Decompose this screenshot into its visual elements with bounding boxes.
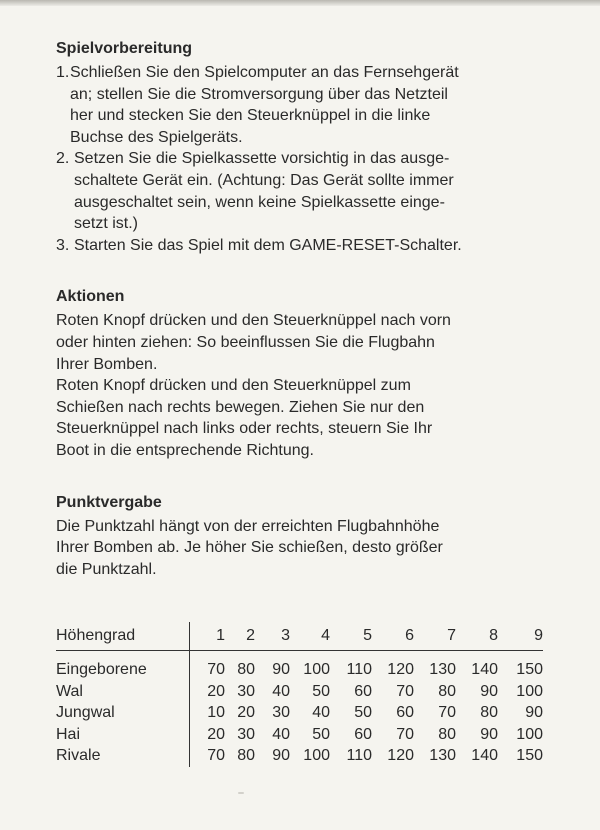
spacer-cell bbox=[414, 651, 456, 660]
score-cell: 100 bbox=[516, 725, 543, 743]
section-title-actions: Aktionen bbox=[56, 288, 125, 306]
score-cell: 40 bbox=[272, 682, 290, 700]
score-cell: 40 bbox=[312, 704, 330, 722]
preparation-steps bbox=[56, 62, 566, 256]
score-cell: 10 bbox=[190, 702, 226, 724]
step-line: Schließen Sie den Spielcomputer an das Fernsehgerät bbox=[70, 64, 459, 81]
spacer-cell bbox=[255, 651, 290, 660]
step-line: her und stecken Sie den Steuerknüppel in die linke bbox=[70, 107, 431, 125]
score-cell: 70 bbox=[396, 682, 414, 700]
table-row bbox=[56, 681, 543, 703]
text-line: Schießen nach rechts bewegen. Ziehen Sie nur den bbox=[56, 398, 425, 416]
header-col-8: 8 bbox=[456, 622, 498, 651]
score-cell: 80 bbox=[237, 661, 255, 678]
text-line: Roten Knopf drücken und den Steuerknüppel zum bbox=[56, 377, 411, 395]
score-cell: 80 bbox=[480, 704, 498, 722]
section-preparation bbox=[56, 38, 566, 256]
score-cell: 90 bbox=[272, 661, 290, 678]
header-col-2: 2 bbox=[225, 622, 255, 651]
score-cell: 20 bbox=[190, 681, 226, 703]
spacer-cell bbox=[498, 651, 543, 660]
text-line: oder hinten ziehen: So beeinflussen Sie die Flugbahn bbox=[56, 333, 435, 351]
header-col-4: 4 bbox=[290, 622, 330, 651]
section-actions bbox=[56, 286, 566, 461]
text-line: Steuerknüppel nach links oder rechts, steuern Sie Ihr bbox=[56, 420, 433, 438]
score-cell: 90 bbox=[525, 704, 543, 722]
score-cell: 70 bbox=[190, 745, 226, 767]
header-col-5: 5 bbox=[330, 622, 372, 651]
spacer-cell bbox=[330, 651, 372, 660]
row-label: Hai bbox=[56, 725, 81, 743]
row-label: Eingeborene bbox=[56, 661, 147, 678]
text-line: Roten Knopf drücken und den Steuerknüppel nach vorn bbox=[56, 312, 451, 330]
score-cell: 20 bbox=[190, 724, 226, 746]
spacer-cell bbox=[56, 651, 190, 660]
score-cell: 50 bbox=[312, 725, 330, 743]
score-cell: 90 bbox=[480, 725, 498, 743]
header-col-1: 1 bbox=[190, 622, 226, 651]
table-spacer bbox=[56, 651, 543, 660]
score-cell: 120 bbox=[387, 661, 414, 678]
score-cell: 40 bbox=[272, 725, 290, 743]
text-line: Die Punktzahl hängt von der erreichten Flugbahnhöhe bbox=[56, 517, 440, 535]
score-cell: 30 bbox=[272, 704, 290, 722]
step-line: an; stellen Sie die Stromversorgung über das Netzteil bbox=[70, 85, 448, 103]
step-line: Buchse des Spielgeräts. bbox=[70, 128, 243, 146]
row-label: Rivale bbox=[56, 747, 101, 765]
section-title-scoring: Punktvergabe bbox=[56, 493, 162, 511]
score-cell: 80 bbox=[438, 725, 456, 743]
step-number: 2. bbox=[56, 150, 70, 168]
score-cell: 130 bbox=[429, 747, 456, 765]
scoring-text bbox=[56, 516, 566, 581]
header-label: Höhengrad bbox=[56, 622, 190, 651]
score-cell: 70 bbox=[190, 659, 226, 681]
header-col-9: 9 bbox=[498, 622, 543, 651]
score-cell: 90 bbox=[480, 682, 498, 700]
section-title-preparation: Spielvorbereitung bbox=[56, 40, 193, 57]
score-cell: 60 bbox=[396, 704, 414, 722]
score-cell: 140 bbox=[471, 661, 498, 678]
score-cell: 30 bbox=[237, 682, 255, 700]
step-3 bbox=[56, 235, 566, 257]
score-cell: 50 bbox=[312, 682, 330, 700]
score-cell: 50 bbox=[354, 704, 372, 722]
score-cell: 110 bbox=[346, 661, 372, 678]
score-table-header bbox=[56, 622, 543, 651]
step-line: ausgeschaltet sein, wenn keine Spielkassette einge- bbox=[74, 193, 445, 211]
step-line: Starten Sie das Spiel mit dem GAME-RESET-Schalter. bbox=[74, 236, 462, 254]
text-line: Ihrer Bomben. bbox=[56, 355, 158, 373]
manual-page bbox=[56, 38, 566, 580]
actions-text bbox=[56, 310, 566, 461]
step-line: schaltete Gerät ein. (Achtung: Das Gerät sollte immer bbox=[74, 171, 454, 189]
page-top-edge bbox=[0, 0, 600, 6]
section-scoring bbox=[56, 492, 566, 581]
score-cell: 60 bbox=[354, 682, 372, 700]
score-cell: 100 bbox=[516, 682, 543, 700]
row-label: Jungwal bbox=[56, 704, 115, 722]
step-2 bbox=[56, 148, 566, 234]
text-line: Boot in die entsprechende Richtung. bbox=[56, 441, 314, 459]
spacer-cell bbox=[225, 651, 255, 660]
score-cell: 90 bbox=[272, 747, 290, 765]
paper-smudge bbox=[238, 792, 244, 794]
step-number: 3. bbox=[56, 236, 70, 254]
score-table bbox=[56, 622, 543, 767]
score-cell: 20 bbox=[237, 704, 255, 722]
score-cell: 100 bbox=[303, 661, 330, 678]
score-cell: 100 bbox=[303, 747, 330, 765]
header-col-3: 3 bbox=[255, 622, 290, 651]
score-cell: 30 bbox=[237, 725, 255, 743]
score-cell: 140 bbox=[471, 747, 498, 765]
score-cell: 150 bbox=[516, 661, 543, 678]
score-cell: 80 bbox=[237, 747, 255, 765]
text-line: die Punktzahl. bbox=[56, 560, 157, 578]
step-line: setzt ist.) bbox=[74, 215, 139, 233]
spacer-cell bbox=[372, 651, 414, 660]
score-cell: 130 bbox=[429, 661, 456, 678]
spacer-cell bbox=[190, 651, 226, 660]
step-line: Setzen Sie die Spielkassette vorsichtig in das ausge- bbox=[74, 150, 450, 168]
table-row bbox=[56, 659, 543, 681]
header-col-7: 7 bbox=[414, 622, 456, 651]
score-cell: 80 bbox=[438, 682, 456, 700]
score-cell: 150 bbox=[516, 747, 543, 765]
score-cell: 70 bbox=[438, 704, 456, 722]
score-cell: 120 bbox=[387, 747, 414, 765]
table-row bbox=[56, 702, 543, 724]
step-number: 1. bbox=[56, 64, 70, 81]
score-cell: 60 bbox=[354, 725, 372, 743]
table-row bbox=[56, 724, 543, 746]
header-col-6: 6 bbox=[372, 622, 414, 651]
score-cell: 110 bbox=[346, 747, 372, 765]
table-row bbox=[56, 745, 543, 767]
step-1 bbox=[56, 62, 566, 148]
spacer-cell bbox=[456, 651, 498, 660]
text-line: Ihrer Bomben ab. Je höher Sie schießen, desto größer bbox=[56, 539, 443, 557]
row-label: Wal bbox=[56, 682, 83, 700]
spacer-cell bbox=[290, 651, 330, 660]
score-cell: 70 bbox=[396, 725, 414, 743]
